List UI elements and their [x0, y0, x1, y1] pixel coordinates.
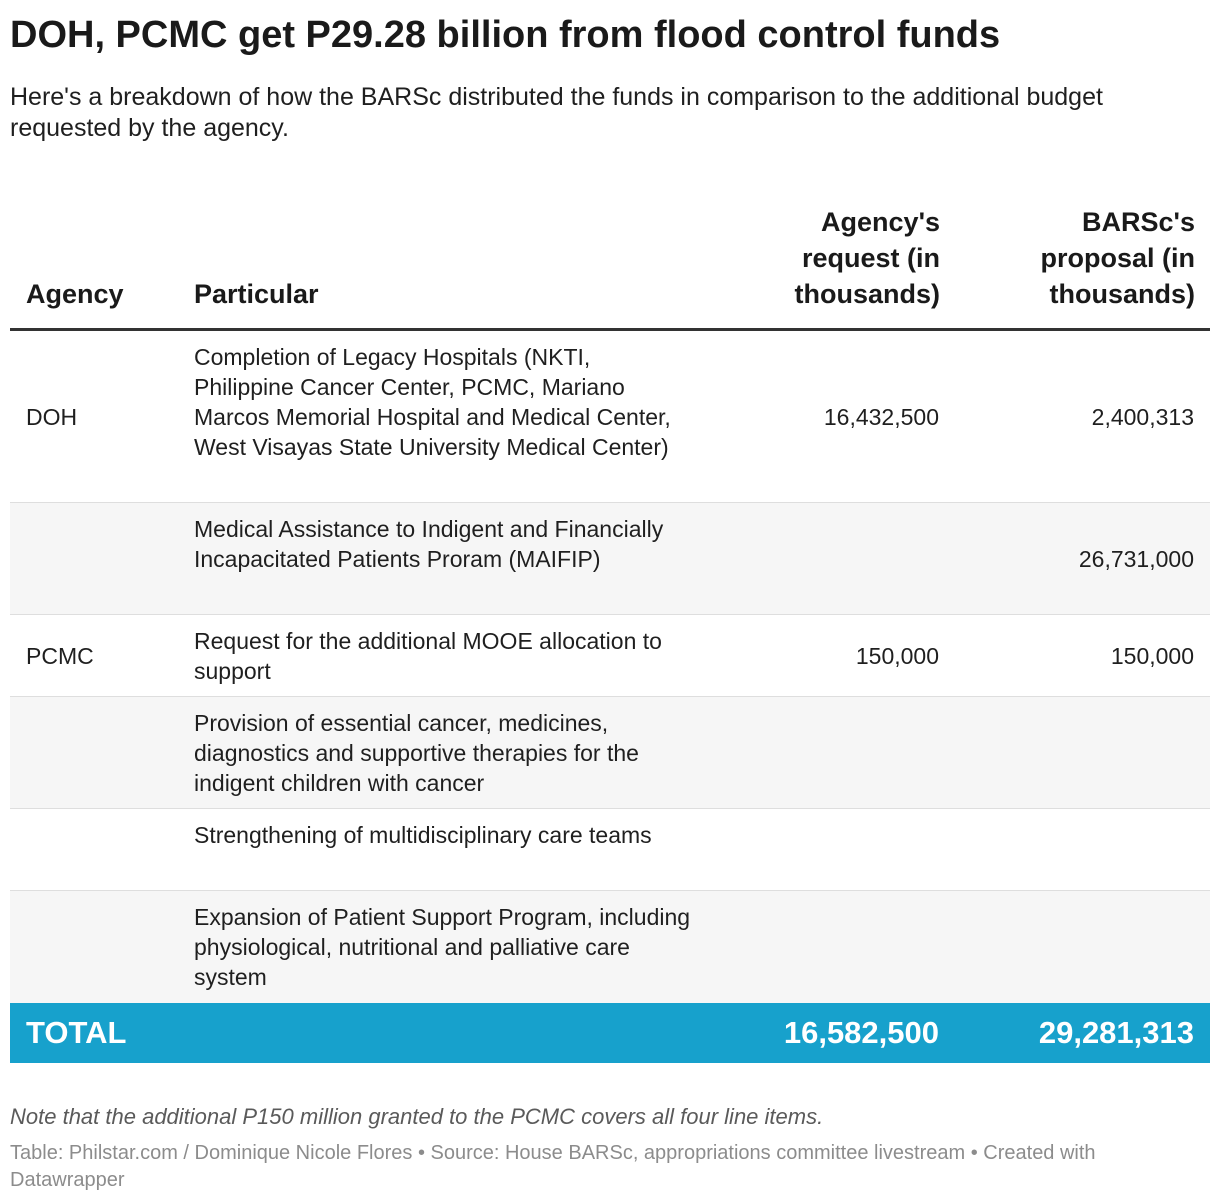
cell-agency: PCMC — [26, 643, 94, 669]
column-header-request[interactable]: Agency's request (in thousands) — [794, 207, 940, 309]
cell-proposal: 26,731,000 — [1078, 546, 1194, 572]
table-row — [10, 503, 1210, 615]
column-header-proposal[interactable]: BARSc's proposal (in thousands) — [1040, 207, 1195, 309]
cell-particular: Provision of essential cancer, medicines, diagnostics and supportive therapies for the indigent children with cancer — [194, 710, 639, 796]
cell-particular: Strengthening of multidisciplinary care teams — [194, 822, 652, 848]
cell-particular: Request for the additional MOOE allocation to support — [194, 628, 662, 684]
source-credit: Table: Philstar.com / Dominique Nicole Flores • Source: House BARSc, appropriations committee livestream • Created with Datawrapper — [10, 1142, 1096, 1191]
total-request: 16,582,500 — [783, 1015, 939, 1050]
cell-particular: Completion of Legacy Hospitals (NKTI, Philippine Cancer Center, PCMC, Mariano Marcos Memorial Hospital and Medical Center, West Visayas State University Medical Center) — [194, 344, 671, 460]
cell-request: 16,432,500 — [823, 404, 939, 430]
total-proposal: 29,281,313 — [1038, 1015, 1194, 1050]
total-row — [10, 1003, 1210, 1063]
chart-title: DOH, PCMC get P29.28 billion from flood control funds — [10, 14, 1001, 56]
cell-agency: DOH — [26, 404, 78, 430]
column-header-particular[interactable]: Particular — [194, 279, 319, 309]
cell-particular: Medical Assistance to Indigent and Financially Incapacitated Patients Proram (MAIFIP) — [194, 516, 664, 572]
cell-particular: Expansion of Patient Support Program, including physiological, nutritional and palliative care system — [194, 904, 691, 990]
footnote: Note that the additional P150 million granted to the PCMC covers all four line items. — [10, 1104, 824, 1129]
table-row — [10, 891, 1210, 1003]
table-row — [10, 697, 1210, 809]
table-row — [10, 331, 1210, 503]
cell-proposal: 150,000 — [1110, 643, 1194, 669]
cell-request: 150,000 — [855, 643, 939, 669]
table-row — [10, 809, 1210, 891]
total-label: TOTAL — [26, 1015, 127, 1050]
column-header-agency[interactable]: Agency — [26, 279, 124, 309]
cell-proposal: 2,400,313 — [1091, 404, 1194, 430]
chart-subtitle: Here's a breakdown of how the BARSc distributed the funds in comparison to the additional budget requested by the agency. — [10, 83, 1103, 142]
table-header — [10, 200, 1210, 330]
table-row — [10, 615, 1210, 697]
